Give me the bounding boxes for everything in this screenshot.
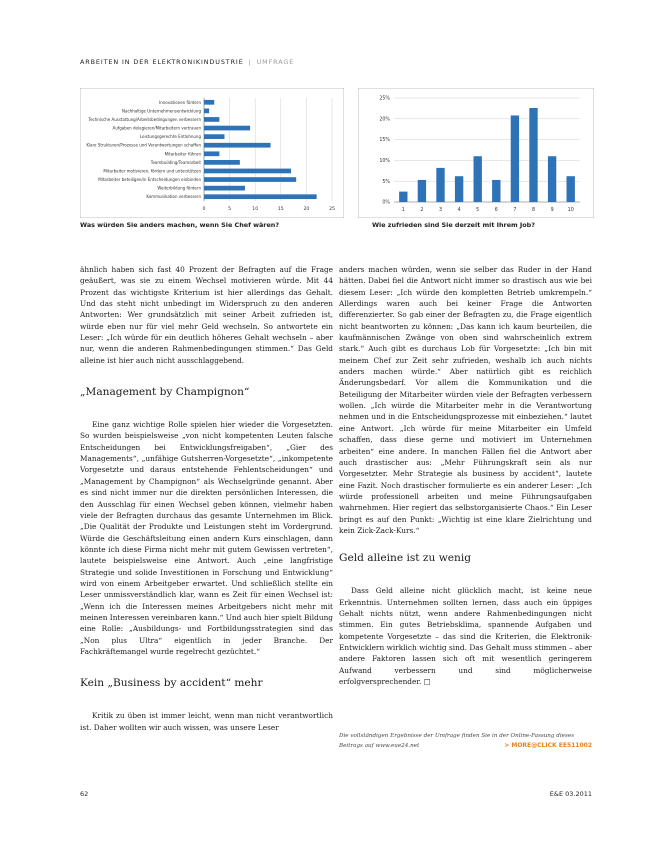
x-tick-label: 15 [277,207,284,212]
category-label: Mitarbeiter beteiligen/in Entscheidungen einbinden [98,177,201,183]
y-tick-label: 0% [382,200,390,206]
bar [474,156,482,202]
section-title: ARBEITEN IN DER ELEKTRONIKINDUSTRIE [80,58,244,66]
bar [529,108,537,202]
paragraph: anders machen würden, wenn sie selber das Ruder in der Hand hätten. Dabei fiel die Antwort nicht immer so drastisch aus wie bei diesem Leser: „Ich würde den kompletten Betrieb umkrempeln.“ Allerdings waren auch bei keiner Frage die Antworten differenzierter. So gab einer der Befragten zu, die Frage eigentlich nicht beantworten zu können: „Das kann ich kaum beurteilen, die kaufmännischen Zwänge von oben sind wahrscheinlich extrem stark.“ Auch gibt es durchaus Lob für Vorgesetzte: „Ich bin mit meinem Chef zur Zeit sehr zufrieden, weshalb ich auch nichts anders machen würde.“ Aber natürlich gibt es reichlich Änderungsbedarf. Vor allem die Kommunikation und die Beteiligung der Mitarbeiter würden viele der Befragten verbessern wollen. „Ich würde die Mitarbeiter mehr in die Verantwortung nehmen und in die Entscheidungsprozesse mit einbeziehen.“ lautet eine Antwort. „Ich würde für meine Mitarbeiter ein Umfeld schaffen, dass diese gerne und motiviert im Unternehmen arbeiten“ eine andere. In manchen Fällen fiel die Antwort aber auch drastischer aus: „Mehr Führungskraft sein als nur Vorgesetzter. Mehr Strategie als business by accident“, lautete eine Fazit. Noch drastischer formulierte es ein anderer Leser: „Ich würde professionell arbeiten und meine Führungsaufgaben wahrnehmen. Hier regiert das selbstorganisierte Chaos.“ Ein Leser bringt es auf den Punkt: „Wichtig ist eine klare Zielrichtung und kein Zick-Zack-Kurs.“ [339,265,592,535]
x-tick-label: 25 [329,207,335,212]
bar [204,194,317,199]
y-tick-label: 25% [379,96,390,102]
category-label: 10 [567,208,574,213]
bar [399,192,407,202]
subheading-management: „Management by Champignon“ [80,386,250,399]
category-label: Mitarbeiter motivieren, fördern und unterstützen [103,168,201,174]
category-label: Nachhaltige Unternehmensentwicklung [122,108,201,114]
y-tick-label: 5% [382,179,390,185]
x-tick-label: 20 [303,207,310,212]
chart-caption-zufriedenheit: Wie zufrieden sind Sie derzeit mit Ihrem Job? [372,221,535,229]
category-label: Technische Ausstattung/Arbeitsbedingungen verbessern [88,116,201,122]
footnote [339,731,592,751]
bar [204,134,224,139]
subheading-geld: Geld alleine ist zu wenig [339,552,472,565]
paragraph [339,585,592,687]
category-label: Kommunikation verbessern [146,194,201,200]
chart-zufriedenheit [358,88,594,218]
category-label: 7 [513,208,517,213]
bar [567,176,575,202]
bar [204,126,250,131]
bar [204,151,219,156]
category-label: Mitarbeiter führen [164,151,201,157]
category-label: 8 [531,208,536,213]
bar [436,168,444,202]
end-mark-icon: □ [423,677,431,686]
bar [418,180,426,202]
issue-label: E&E 03.2011 [549,790,592,798]
x-tick-label: 10 [252,207,259,212]
running-header [80,58,294,66]
bar [204,143,271,148]
category-label: 9 [550,208,554,213]
category-label: 1 [401,208,405,213]
chart-chef-waeren [80,88,344,218]
y-tick-label: 20% [379,117,390,123]
category-label: Klare Strukturen/Prozesse und Verantwortungen schaffen [86,142,201,148]
category-label: Teambuilding/Teamarbeit [150,159,201,165]
bar [204,117,219,122]
bar [548,156,556,202]
bar [511,115,519,202]
bar [204,109,209,114]
category-label: 6 [494,208,498,213]
y-tick-label: 10% [379,159,390,164]
article-column-left [80,264,333,733]
category-label: Innovationen fördern [159,99,201,105]
header-separator: | [248,58,252,66]
y-tick-label: 15% [379,138,390,144]
subheading-business: Kein „Business by accident“ mehr [80,677,263,690]
bar [204,160,240,165]
section-subtitle: UMFRAGE [256,58,295,66]
bar [204,186,245,191]
paragraph: Kritik zu üben ist immer leicht, wenn man nicht verantwortlich ist. Daher wollten wir auch wissen, was unsere Leser [80,711,333,732]
chart-caption-chef: Was würden Sie anders machen, wenn Sie Chef wären? [80,221,280,229]
category-label: Aufgaben delegieren/Mitarbeitern vertrauen [112,125,201,131]
bar [204,169,291,174]
footnote-text: Die vollständigen Ergebnisse der Umfrage finden Sie in der Online-Fassung dieses Beitrags auf www.eue24.net [339,733,574,749]
category-label: Weiterbildung fördern [157,185,201,191]
paragraph-text: Dass Geld alleine nicht glücklich macht, ist keine neue Erkenntnis. Unternehmen sollten lernen, dass auch ein üppiges Gehalt nichts nützt, wenn andere Rahmenbedingungen nicht stimmen. Ein gutes Betriebsklima, spannende Aufgaben und kompetente Vorgesetzte – das sind die Kriterien, die Elektronik-Entwicklern wirklich wichtig sind. Das Gehalt muss stimmen – aber andere Faktoren lassen sich oft mit wesentlich geringerem Aufwand verbessern und sind möglicherweise erfolgversprechender. [339,586,592,686]
bar [455,176,463,202]
paragraph: ähnlich haben sich fast 40 Prozent der Befragten auf die Frage geäußert, was sie zu einem Wechsel motivieren würde. Mit 44 Prozent das wichtigste Kriterium ist hier allerdings das Gehalt. Und das steht nicht unbedingt im Widerspruch zu den anderen Antworten: Wer grundsätzlich mit seiner Arbeit zufrieden ist, würde eben nur für viel mehr Geld wechseln. So antwortete ein Leser: „Ich würde für ein deutlich höheres Gehalt wechseln – aber nur, wenn die anderen Rahmenbedingungen stimmen.“ Das Geld alleine ist hier auch nicht ausschlaggebend. [80,265,333,365]
x-tick-label: 0 [202,207,206,212]
category-label: 3 [438,208,443,213]
category-label: Leistungsgerechte Entlohnung [140,134,201,140]
x-tick-label: 5 [228,207,232,212]
category-label: 4 [457,208,461,213]
article-column-right [339,264,592,687]
page-number: 62 [80,790,89,798]
category-label: 2 [420,208,424,213]
category-label: 5 [476,208,480,213]
bar [204,100,214,105]
more-click-link[interactable]: > MORE@CLICK EE511002 [504,742,592,749]
bar [204,177,296,182]
bar [492,180,500,202]
paragraph: Eine ganz wichtige Rolle spielen hier wieder die Vorgesetzten. So wurden beispielsweise „von nicht kompetenten Leuten falsche Entscheidungen bei Entwicklungsfreigaben“, „Gier des Managements“, „unfähige Gutsherren-Vorgesetzte“, „inkompetente Vorgesetzte und daraus entstehende Fehlentscheidungen“ und „Management by Champignon“ als Wechselgründe genannt. Aber es sind nicht immer nur die direkten persönlichen Interessen, die den Ausschlag für einen Wechsel geben können, vielmehr haben viele der Befragten durchaus das gesamte Unternehmen im Blick. „Die Qualität der Produkte und Leistungen steht im Vordergrund. Würde die Geschäftsleitung einen andern Kurs einschlagen, dann könnte ich diese Firma nicht mehr mit gutem Gewissen vertreten“, lautete beispielsweise eine Antwort. Auch „eine langfristige Strategie und solide Investitionen in Forschung und Entwicklung“ wird von einem Arbeitgeber erwartet. Und schließlich stellte ein Leser unmissverständlich klar, wann es Zeit für einen Wechsel ist: „Wenn ich die Interessen meines Arbeitgebers nicht mehr mit meinen Interessen vereinbaren kann.“ Und auch hier spielt Bildung eine Rolle: „Ausbildungs- und Fortbildungsstrategien sind das „Non plus Ultra“ eigentlich in jeder Branche. Der Fachkräftemangel wurde regelrecht gezüchtet.“ [80,420,333,656]
